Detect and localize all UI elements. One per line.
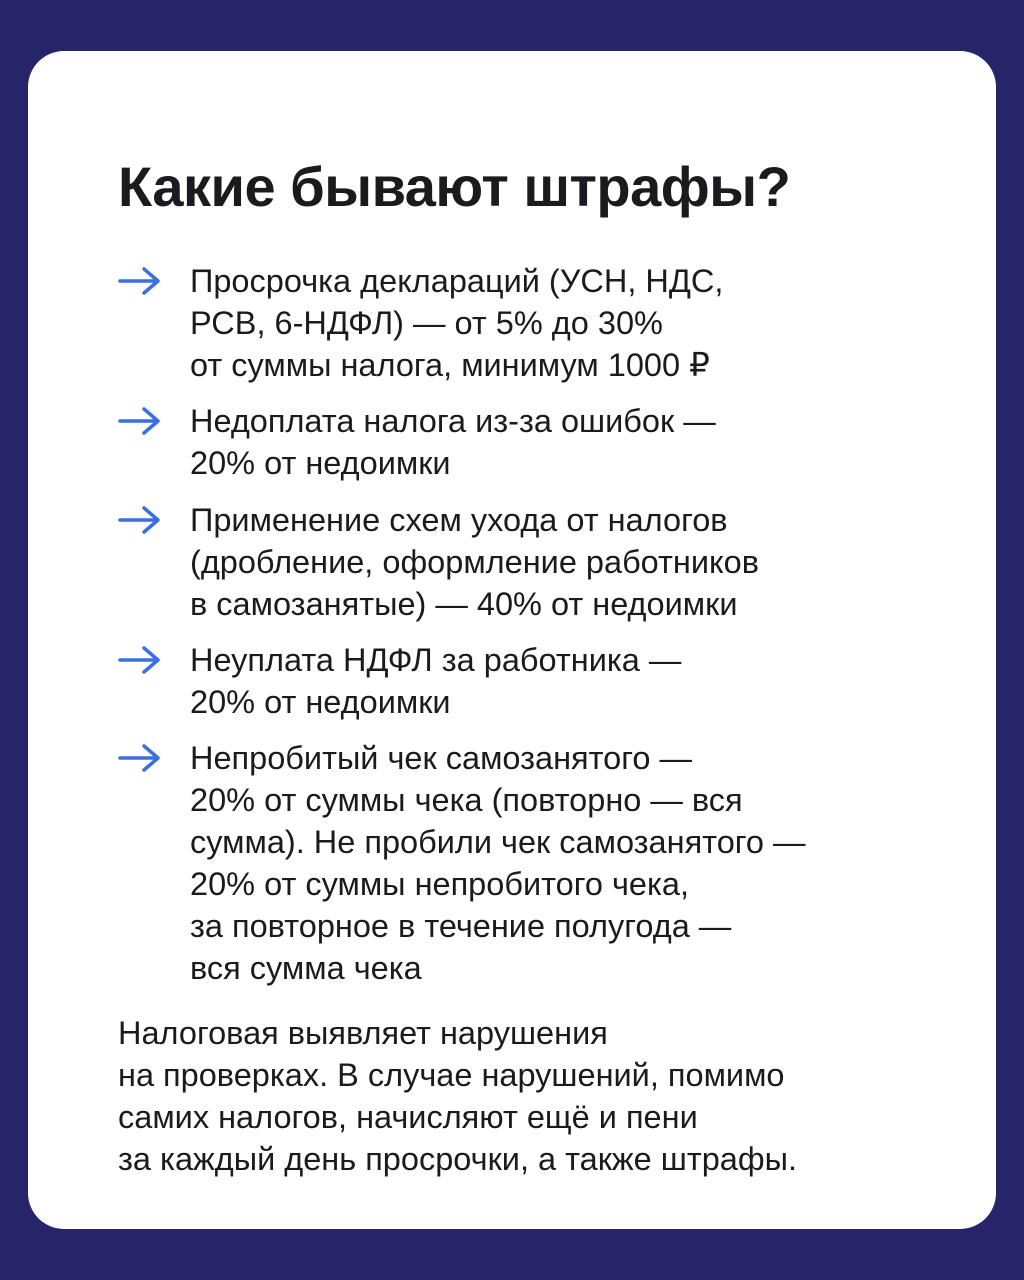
list-item-text: Непробитый чек самозанятого — 20% от суммы чека (повторно — вся сумма). Не пробили чек самозанятого — 20% от суммы непробитого чека, за повторное в течение полугода — вся сумма чека (190, 740, 806, 986)
content-card (28, 51, 996, 1229)
page-title: Какие бывают штрафы? (118, 155, 791, 218)
list-item-text: Неуплата НДФЛ за работника — 20% от недоимки (190, 642, 682, 720)
arrow-right-icon (118, 505, 162, 535)
list-item-text: Применение схем ухода от налогов (дробление, оформление работников в самозанятые) — 40% от недоимки (190, 502, 759, 622)
arrow-right-icon (118, 645, 162, 675)
footer-paragraph: Налоговая выявляет нарушения на проверках. В случае нарушений, помимо самих налогов, начисляют ещё и пени за каждый день просрочки, а также штрафы. (118, 1015, 798, 1177)
arrow-right-icon (118, 266, 162, 296)
list-item-text: Недоплата налога из-за ошибок — 20% от недоимки (190, 403, 716, 481)
list-item-text: Просрочка деклараций (УСН, НДС, РСВ, 6-НДФЛ) — от 5% до 30% от суммы налога, минимум 1000 ₽ (190, 263, 724, 383)
arrow-right-icon (118, 406, 162, 436)
arrow-right-icon (118, 743, 162, 773)
